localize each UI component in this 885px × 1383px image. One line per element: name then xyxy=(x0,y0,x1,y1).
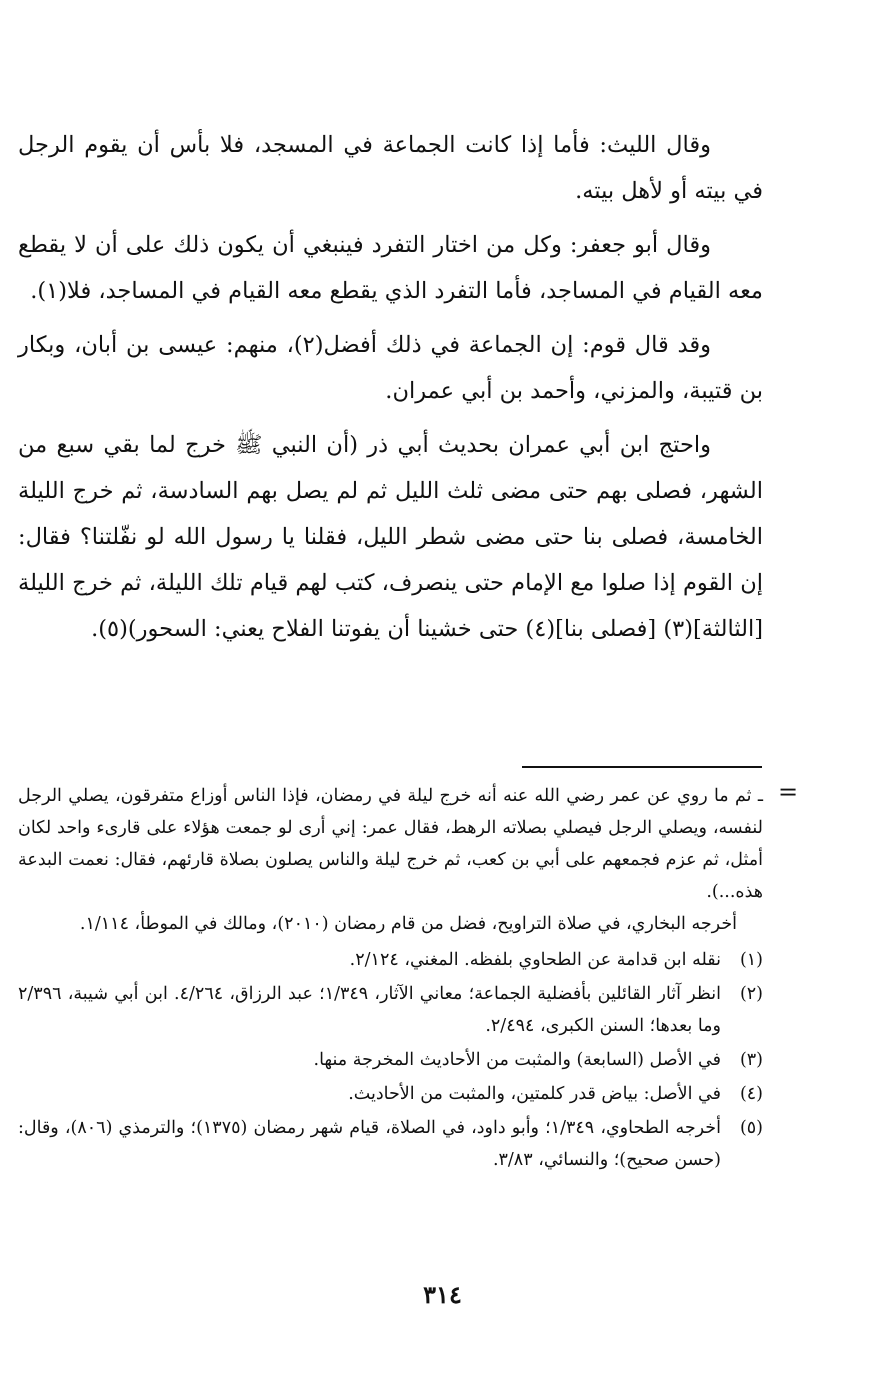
footnote-separator xyxy=(522,766,762,768)
footnote-text: أخرجه الطحاوي، ١/٣٤٩؛ وأبو داود، في الصلاة، قيام شهر رمضان (١٣٧٥)؛ والترمذي (٨٠٦)، وقال: (حسن صحيح)؛ والنسائي، ٣/٨٣. xyxy=(18,1118,721,1170)
footnote-item xyxy=(18,944,763,976)
continuation-mark: = xyxy=(778,778,799,806)
footnote-item xyxy=(18,1078,763,1110)
footnote-text: انظر آثار القائلين بأفضلية الجماعة؛ معاني الآثار، ١/٣٤٩؛ عبد الرزاق، ٤/٢٦٤. ابن أبي شيبة، ٢/٣٩٦ وما بعدها؛ السنن الكبرى، ٢/٤٩٤. xyxy=(18,984,721,1036)
footnote-item xyxy=(18,1112,763,1176)
paragraph: واحتج ابن أبي عمران بحديث أبي ذر (أن النبي ﷺ خرج لما بقي سبع من الشهر، فصلى بهم حتى مضى ثلث الليل ثم لم يصل بهم السادسة، ثم خرج الليلة الخامسة، فصلى بنا حتى مضى شطر الليل، فقلنا يا رسول الله لو نفّلتنا؟ فقال: إن القوم إذا صلوا مع الإمام حتى ينصرف، كتب لهم قيام تلك الليلة، ثم خرج الليلة [الثالثة](٣) [فصلى بنا](٤) حتى خشينا أن يفوتنا الفلاح يعني: السحور)(٥). xyxy=(18,432,763,642)
footnote-number: (٤) xyxy=(739,1084,763,1104)
footnote-number: (٥) xyxy=(739,1118,763,1138)
main-text xyxy=(18,122,763,660)
paragraph: وقال الليث: فأما إذا كانت الجماعة في المسجد، فلا بأس أن يقوم الرجل في بيته أو لأهل بيته. xyxy=(18,132,763,204)
footnote-item xyxy=(18,1044,763,1076)
paragraph: وقال أبو جعفر: وكل من اختار التفرد فينبغي أن يكون ذلك على أن لا يقطع معه القيام في المساجد، فأما التفرد الذي يقطع معه القيام في المساجد، فلا(١). xyxy=(18,232,763,304)
footnote-continuation xyxy=(18,780,763,940)
footnote-number: (١) xyxy=(739,950,763,970)
footnote-text: في الأصل (السابعة) والمثبت من الأحاديث المخرجة منها. xyxy=(313,1050,721,1070)
footnote-number: (٢) xyxy=(739,984,763,1004)
footnote-text: في الأصل: بياض قدر كلمتين، والمثبت من الأحاديث. xyxy=(348,1084,721,1104)
footnote-number: (٣) xyxy=(739,1050,763,1070)
footnote-item xyxy=(18,978,763,1042)
footnote-list xyxy=(18,944,763,1176)
page-number: ٣١٤ xyxy=(423,1280,462,1309)
footnote-continuation-text: ـ ثم ما روي عن عمر رضي الله عنه أنه خرج ليلة في رمضان، فإذا الناس أوزاع متفرقون، يصلي الرجل لنفسه، ويصلي الرجل فيصلي بصلاته الرهط، فقال عمر: إني أرى لو جمعت هؤلاء على قارىء واحد لكان أمثل، ثم عزم فجمعهم على أبي بن كعب، ثم خرج ليلة والناس يصلون بصلاة قارئهم، فقال: نعمت البدعة هذه...). xyxy=(18,786,763,902)
footnote-text: نقله ابن قدامة عن الطحاوي بلفظه. المغني، ٢/١٢٤. xyxy=(349,950,721,970)
footnote-continuation-text: أخرجه البخاري، في صلاة التراويح، فضل من قام رمضان (٢٠١٠)، ومالك في الموطأ، ١/١١٤. xyxy=(79,914,737,934)
footnotes xyxy=(18,780,763,1178)
paragraph: وقد قال قوم: إن الجماعة في ذلك أفضل(٢)، منهم: عيسى بن أبان، وبكار بن قتيبة، والمزني، وأحمد بن أبي عمران. xyxy=(18,332,763,404)
